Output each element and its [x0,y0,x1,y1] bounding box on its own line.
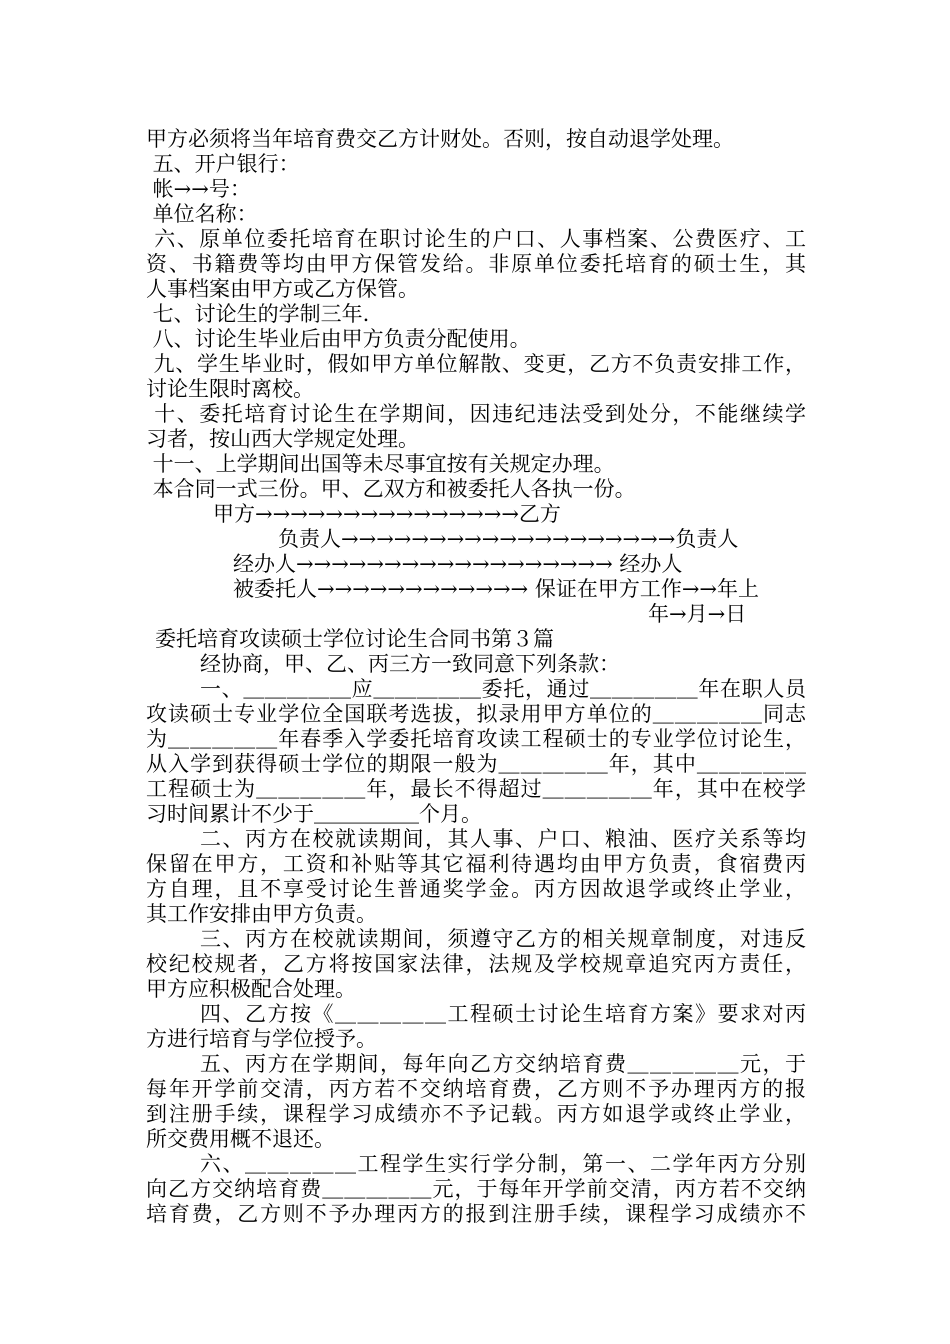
section-heading: 委托培育攻读硕士学位讨论生合同书第３篇 [155,627,554,651]
paragraph-line: 到注册手续，课程学习成绩亦不予记载。丙方如退学或终止学业， [146,1102,806,1126]
paragraph-line: 习时间累计不少于＿＿＿＿＿个月。 [146,802,482,826]
paragraph-line: 每年开学前交清，丙方若不交纳培育费，乙方则不予办理丙方的报 [146,1077,806,1101]
paragraph-line: 人事档案由甲方或乙方保管。 [146,277,419,301]
paragraph-line: 攻读硕士专业学位全国联考选拔，拟录用甲方单位的＿＿＿＿＿同志 [146,702,806,726]
paragraph-line: 保留在甲方，工资和补贴等其它福利待遇均由甲方负责，食宿费丙 [146,852,806,876]
paragraph-line: 为＿＿＿＿＿年春季入学委托培育攻读工程硕士的专业学位讨论生， [146,727,806,751]
paragraph-line: 九、学生毕业时，假如甲方单位解散、变更，乙方不负责安排工作， [146,352,806,376]
paragraph-line: 单位名称： [146,202,258,226]
paragraph-line: 工程硕士为＿＿＿＿＿年，最长不得超过＿＿＿＿＿年，其中在校学 [146,777,806,801]
paragraph-line: 甲方应积极配合处理。 [146,977,356,1001]
paragraph-line: 向乙方交纳培育费＿＿＿＿＿元，于每年开学前交清，丙方若不交纳 [146,1177,806,1201]
paragraph-line: 一、＿＿＿＿＿应＿＿＿＿＿委托，通过＿＿＿＿＿年在职人员 [200,677,806,701]
paragraph-line: 八、讨论生毕业后由甲方负责分配使用。 [146,327,531,351]
paragraph-line: 方自理，且不享受讨论生普通奖学金。丙方因故退学或终止学业， [146,877,806,901]
signature-line: 甲方→→→→→→→→→→→→→→→乙方 [213,502,561,526]
signature-line: 负责人→→→→→→→→→→→→→→→→→→→负责人 [278,527,739,551]
paragraph-line: 讨论生限时离校。 [146,377,314,401]
paragraph-line: 帐→→号： [146,177,251,201]
paragraph-line: 三、丙方在校就读期间，须遵守乙方的相关规章制度，对违反 [200,927,806,951]
intro-line: 经协商，甲、乙、丙三方一致同意下列条款： [200,652,620,676]
paragraph-line: 本合同一式三份。甲、乙双方和被委托人各执一份。 [146,477,636,501]
paragraph-line: 五、开户银行： [146,152,300,176]
paragraph-line: 四、乙方按《＿＿＿＿＿工程硕士讨论生培育方案》要求对丙 [200,1002,806,1026]
paragraph-line: 从入学到获得硕士学位的期限一般为＿＿＿＿＿年，其中＿＿＿＿＿ [146,752,806,776]
paragraph-line: 所交费用概不退还。 [146,1127,335,1151]
paragraph-line: 七、讨论生的学制三年. [146,302,370,326]
paragraph-line: 甲方必须将当年培育费交乙方计财处。否则，按自动退学处理。 [146,127,734,151]
paragraph-line: 方进行培育与学位授予。 [146,1027,377,1051]
paragraph-line: 二、丙方在校就读期间，其人事、户口、粮油、医疗关系等均 [200,827,806,851]
signature-line: 被委托人→→→→→→→→→→→→ 保证在甲方工作→→年上 [233,577,760,601]
paragraph-line: 十一、上学期间出国等未尽事宜按有关规定办理。 [146,452,615,476]
paragraph-line: 资、书籍费等均由甲方保管发给。非原单位委托培育的硕士生，其 [146,252,806,276]
paragraph-line: 十、委托培育讨论生在学期间，因违纪违法受到处分，不能继续学 [146,402,806,426]
paragraph-line: 培育费，乙方则不予办理丙方的报到注册手续，课程学习成绩亦不 [146,1202,806,1226]
signature-line: 经办人→→→→→→→→→→→→→→→→→→ 经办人 [233,552,683,576]
paragraph-line: 六、原单位委托培育在职讨论生的户口、人事档案、公费医疗、工 [146,227,806,251]
paragraph-line: 其工作安排由甲方负责。 [146,902,377,926]
date-line: 年→月→日 [648,602,747,626]
paragraph-line: 习者，按山西大学规定处理。 [146,427,419,451]
paragraph-line: 六、＿＿＿＿＿工程学生实行学分制，第一、二学年丙方分别 [200,1152,806,1176]
paragraph-line: 五、丙方在学期间，每年向乙方交纳培育费＿＿＿＿＿元，于 [200,1052,806,1076]
paragraph-line: 校纪校规者，乙方将按国家法律，法规及学校规章追究丙方责任， [146,952,806,976]
